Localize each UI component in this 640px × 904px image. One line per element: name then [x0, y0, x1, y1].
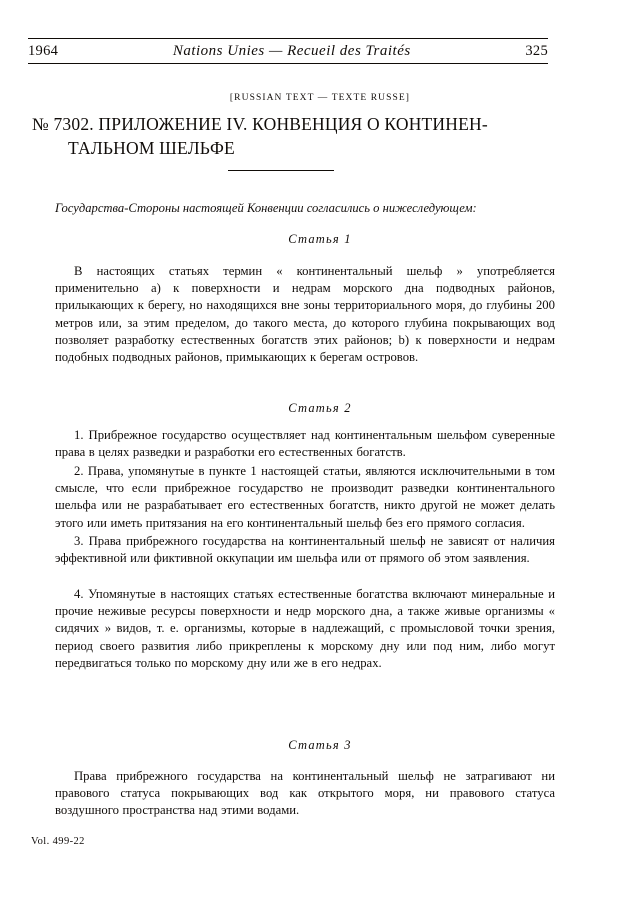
- language-note: [RUSSIAN TEXT — TEXTE RUSSE]: [229, 93, 411, 103]
- article-2-paragraph-2: 2. Права, упомянутые в пункте 1 настоящей статьи, являются исключительными в том смысле, что если прибрежное государство не производит разведки континентального шельфа или не разрабатывает его естественных богатств, никто другой не может делать этого или иметь притязания на его континентальный шельф без его прямого согласия.: [55, 464, 555, 530]
- document-title: [32, 112, 562, 160]
- article-heading-2: Статья 2: [288, 401, 352, 415]
- header-year: 1964: [28, 43, 59, 59]
- article-heading-1: Статья 1: [288, 232, 352, 246]
- article-3-paragraph: Права прибрежного государства на континентальный шельф не затрагивают ни правового статуса покрывающих вод как открытого моря, ни правового статуса воздушного пространства над этими водами.: [55, 769, 555, 818]
- page-number: 325: [525, 43, 548, 59]
- header-title: Nations Unies — Recueil des Traités: [172, 43, 411, 59]
- article-1-paragraph: В настоящих статьях термин « континентальный шельф » употребляется применительно a) к поверхности и недрам морского дна подводных районов, прилыкающих к берегу, но находящихся вне зоны территориального моря, до глубины 200 метров или, за этим пределом, до такого места, до которого глубина покрывающих вод позволяет разработку естественных богатств этих районов; b) к поверхности и недрам подобных подводных районов, примыкающих к берегам островов.: [55, 264, 555, 365]
- header-rule-bottom: [28, 63, 548, 64]
- article-heading-3: Статья 3: [288, 738, 352, 752]
- title-divider-rule: [228, 170, 334, 171]
- document-title-line1: № 7302. ПРИЛОЖЕНИЕ IV. КОНВЕНЦИЯ О КОНТИНЕН-: [32, 114, 488, 134]
- article-2-paragraph-3: 3. Права прибрежного государства на континентальный шельф не зависят от наличия эффективной или фиктивной оккупации им шельфа или от прямого об этом заявления.: [55, 534, 555, 566]
- document-title-line2: ТАЛЬНОМ ШЕЛЬФЕ: [68, 138, 235, 158]
- header-rule-top: [28, 38, 548, 39]
- preamble-text: Государства-Стороны настоящей Конвенции согласились о нижеследующем:: [55, 201, 477, 215]
- running-head: [28, 38, 548, 66]
- article-2-paragraph-4: 4. Упомянутые в настоящих статьях естественные богатства включают минеральные и прочие неживые ресурсы поверхности и недр морского дна, а также живые организмы « сидячих » видов, т. е. организмы, которые в надлежащий, с промысловой точки зрения, период своего развития либо прикреплены к морскому дну или под ним, либо могут передвигаться только по морскому дну или же в его недрах.: [55, 587, 555, 670]
- article-2-paragraph-1: 1. Прибрежное государство осуществляет над континентальным шельфом суверенные права в целях разведки и разработки его естественных богатств.: [55, 428, 555, 460]
- volume-footer: Vol. 499-22: [31, 836, 85, 847]
